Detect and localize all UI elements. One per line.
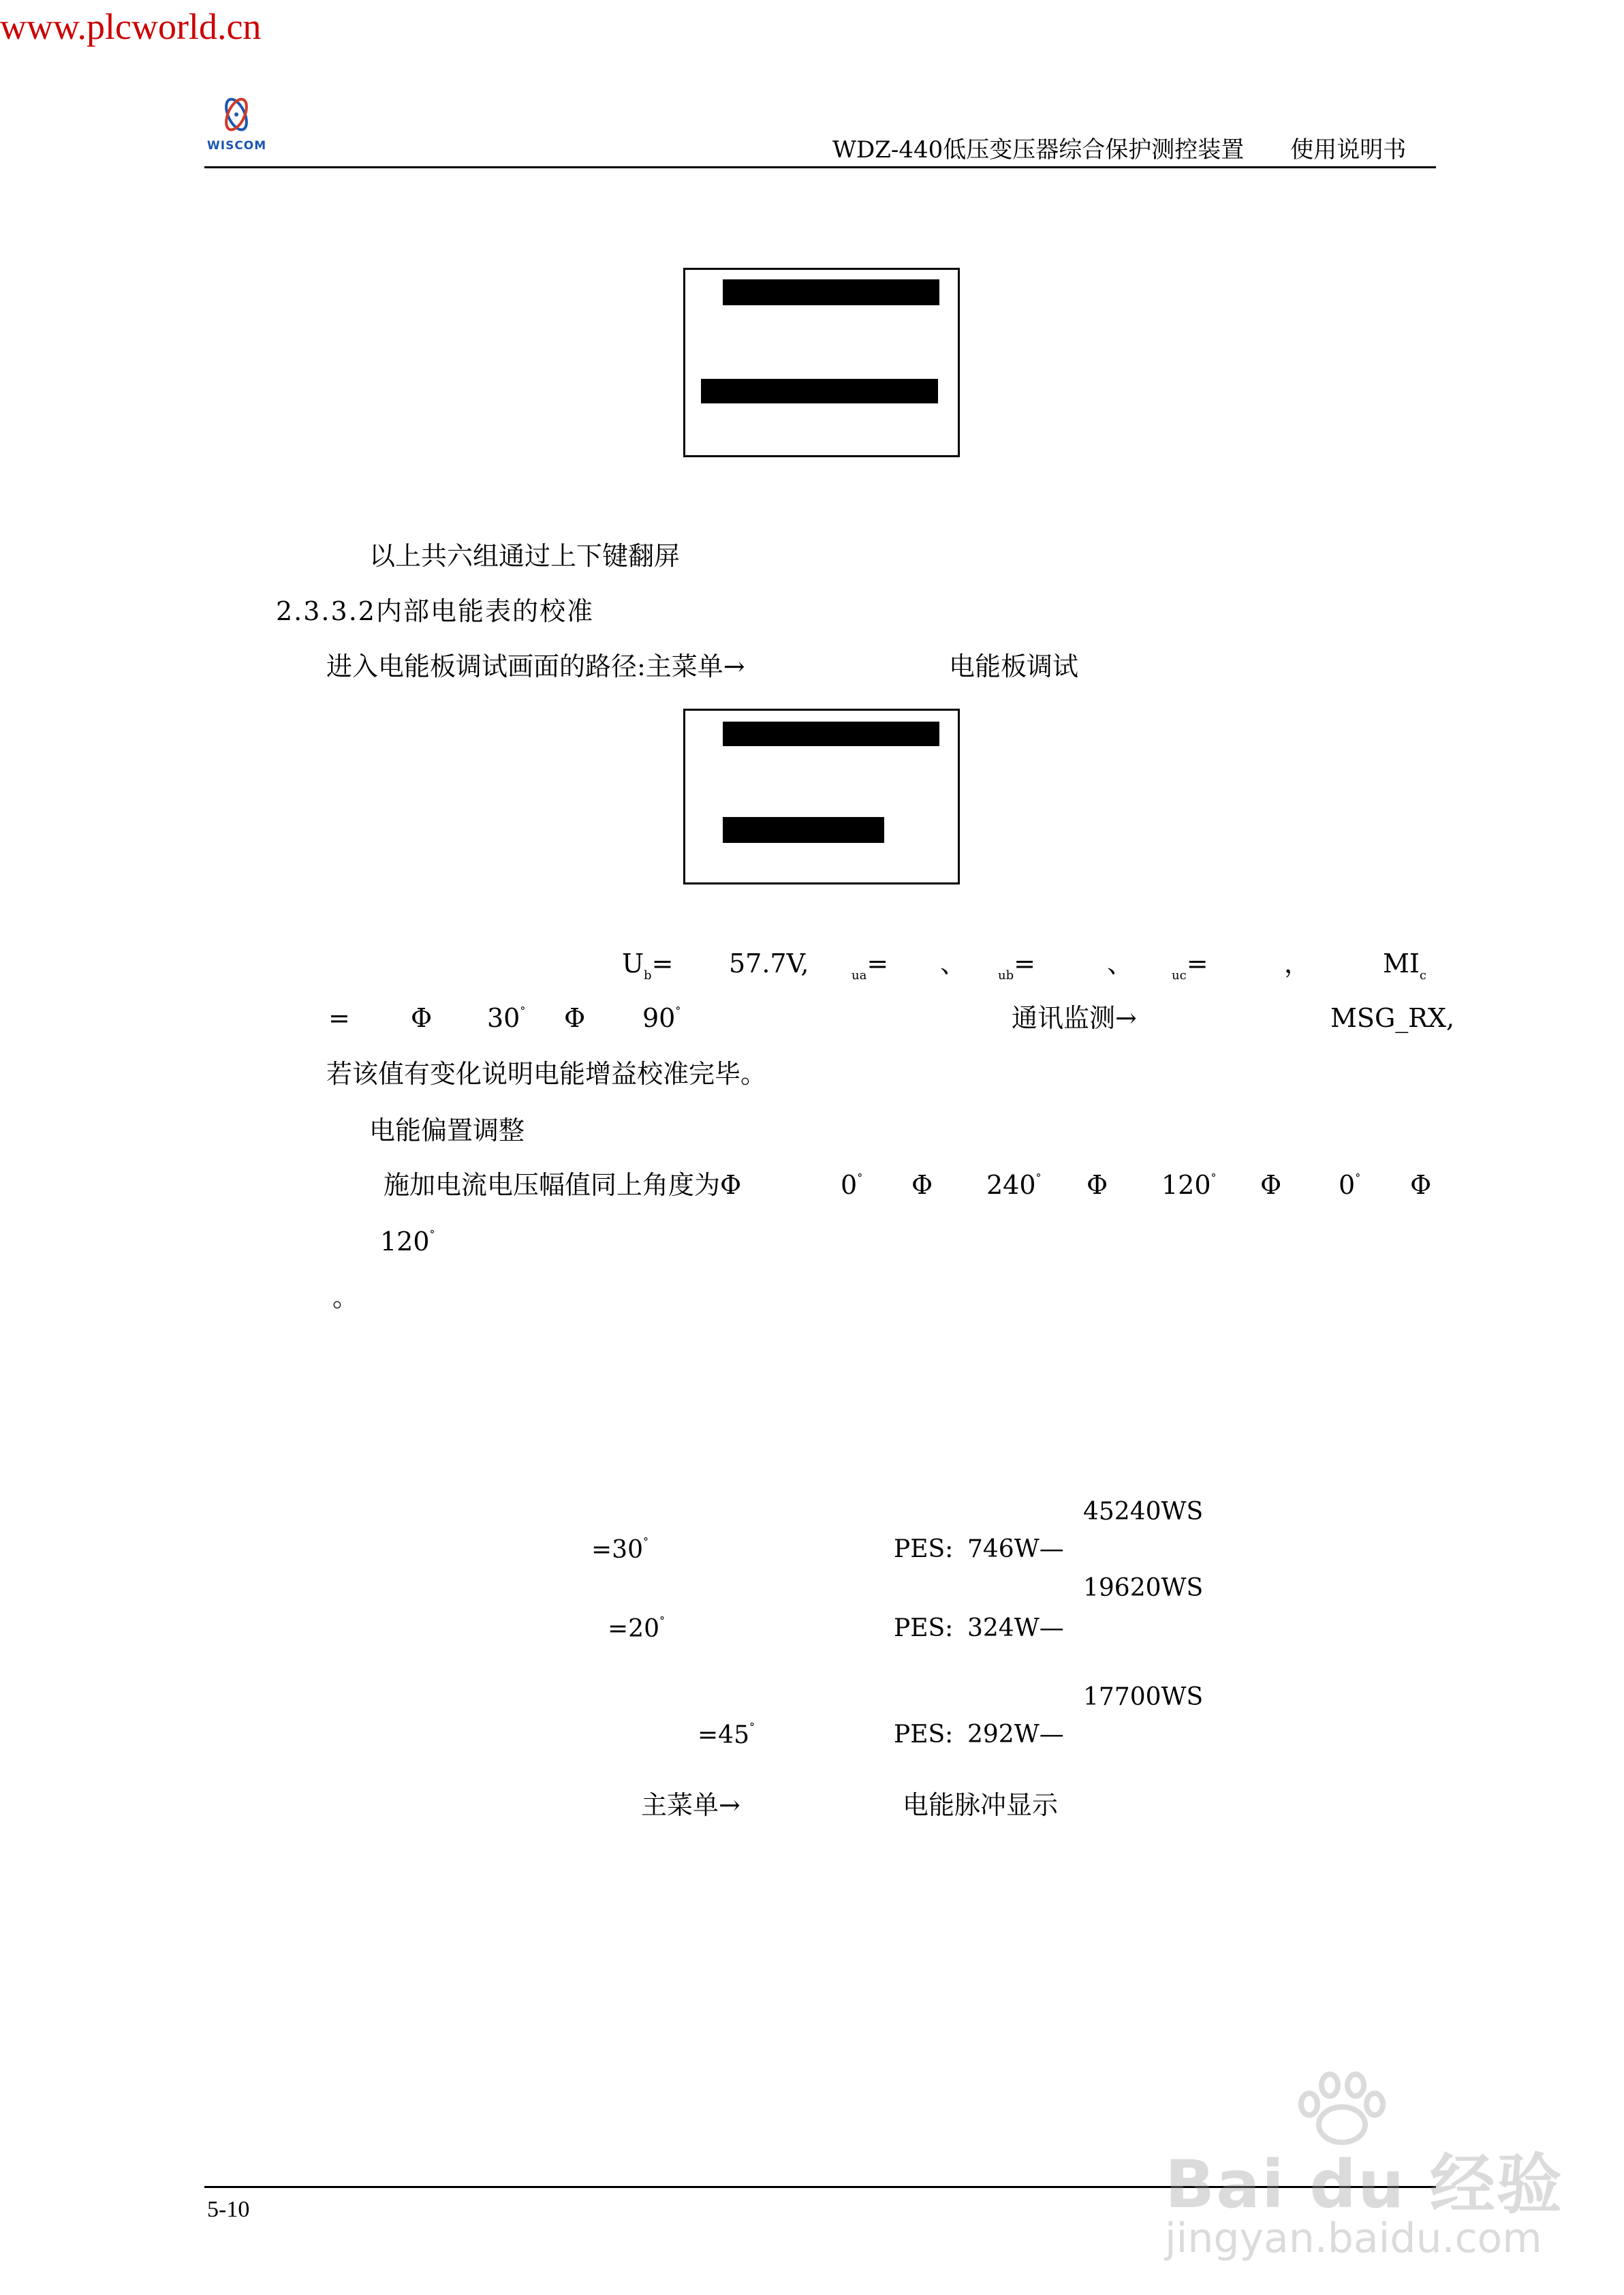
table-pes-label: PES: [894, 1614, 954, 1642]
redacted-line [723, 279, 939, 305]
angle-value: 240 [986, 1170, 1036, 1200]
degree-symbol: ° [520, 1004, 526, 1017]
param-mi-subscript: c [1419, 968, 1427, 983]
angle-value: 90 [642, 1003, 676, 1033]
param-line-2 [0, 1005, 1624, 1039]
param-u-subscript: b [644, 968, 652, 983]
page-number: 5-10 [207, 2197, 250, 2222]
table-ws-value: 19620WS [1083, 1574, 1204, 1602]
paragraph-line-groups: 以上共六组通过上下键翻屏 [369, 541, 681, 571]
param-ua-label: ua [852, 968, 867, 983]
section-heading: 2.3.3.2内部电能表的校准 [276, 596, 594, 626]
offset-instruction-line [0, 1172, 1624, 1206]
path-prefix: 进入电能板调试画面的路径:主菜单→ [326, 651, 745, 681]
degree-symbol: ° [1355, 1171, 1361, 1184]
param-voltage: 57.7V, [729, 949, 809, 979]
header-divider [204, 166, 1436, 168]
param-line-1 [0, 951, 1624, 985]
degree-symbol: ° [642, 1535, 649, 1548]
angle-continuation [380, 1227, 435, 1257]
angle-value: 0 [841, 1170, 858, 1200]
degree-symbol: ° [857, 1171, 863, 1184]
degree-symbol: ° [1211, 1171, 1217, 1184]
param-uc-eq: = [1186, 949, 1208, 979]
wiscom-logo-icon [219, 95, 253, 136]
stray-mark: 。 [332, 1282, 359, 1312]
table-ws-value: 17700WS [1083, 1683, 1204, 1711]
redacted-line [723, 722, 939, 746]
gain-done-text: 若该值有变化说明电能增益校准完毕。 [326, 1059, 767, 1089]
degree-symbol: ° [429, 1228, 435, 1241]
baidu-jingyan-watermark [1110, 2071, 1574, 2276]
degree-symbol: ° [749, 1721, 755, 1734]
table-watt-value: 292W— [967, 1721, 1064, 1749]
watermark-site: jingyan.baidu.com [1165, 2215, 1542, 2262]
table-watt-value: 324W— [967, 1614, 1064, 1642]
path-suffix: 电能板调试 [949, 651, 1079, 681]
param-ub-label: ub [998, 968, 1014, 983]
degree-symbol: ° [1035, 1171, 1042, 1184]
angle-value: 30 [487, 1003, 520, 1033]
table-ws-value: 45240WS [1083, 1498, 1204, 1526]
phi-symbol: Φ [1087, 1170, 1108, 1200]
site-url[interactable]: www.plcworld.cn [0, 6, 262, 47]
table-pes-label: PES: [894, 1721, 954, 1749]
offset-heading: 电能偏置调整 [369, 1115, 525, 1145]
angle-value: 120 [1161, 1170, 1211, 1200]
table-pes-label: PES: [894, 1535, 954, 1563]
watermark-brand: Bai du 经验 [1165, 2146, 1563, 2223]
table-watt-value: 746W— [967, 1535, 1064, 1563]
redacted-line [701, 379, 938, 403]
param-mi-label: MI [1383, 949, 1420, 979]
pulse-path-suffix: 电能脉冲显示 [903, 1790, 1059, 1820]
phi-symbol: Φ [1260, 1170, 1282, 1200]
phi-symbol: Φ [911, 1170, 933, 1200]
table-row [0, 1721, 1624, 1753]
table-row [0, 1535, 1624, 1568]
pulse-path-prefix: 主菜单→ [641, 1790, 740, 1820]
param-u-label: U [622, 949, 644, 979]
param-ua-eq: = [866, 949, 889, 979]
lcd-screen-1 [683, 268, 960, 457]
separator: ， [1284, 949, 1311, 979]
logo-wordmark: WISCOM [207, 139, 267, 153]
angle-value: 0 [1339, 1170, 1356, 1200]
equals-sign: = [328, 1003, 350, 1033]
table-angle: =45 [698, 1721, 749, 1749]
wiscom-logo [204, 95, 272, 161]
comm-monitor-path: 通讯监测→ [1012, 1003, 1137, 1033]
phi-symbol: Φ [564, 1003, 586, 1033]
separator: 、 [1107, 949, 1134, 979]
table-row [0, 1614, 1624, 1647]
msg-rx-label: MSG_RX, [1330, 1003, 1455, 1033]
degree-symbol: ° [659, 1614, 665, 1627]
phi-symbol: Φ [1410, 1170, 1432, 1200]
param-u-eq: = [651, 949, 674, 979]
degree-symbol: ° [675, 1004, 681, 1017]
param-ub-eq: = [1014, 949, 1035, 979]
offset-instruction: 施加电流电压幅值同上角度为Φ [384, 1170, 742, 1200]
lcd-screen-2 [683, 709, 960, 884]
phi-symbol: Φ [411, 1003, 433, 1033]
separator: 、 [940, 949, 967, 979]
table-angle: =30 [591, 1536, 643, 1564]
redacted-line [723, 817, 884, 843]
table-angle: =20 [608, 1615, 659, 1643]
header-title: WDZ-440低压变压器综合保护测控装置 使用说明书 [832, 136, 1407, 164]
param-uc-label: uc [1172, 968, 1187, 983]
angle-value: 120 [380, 1227, 430, 1257]
